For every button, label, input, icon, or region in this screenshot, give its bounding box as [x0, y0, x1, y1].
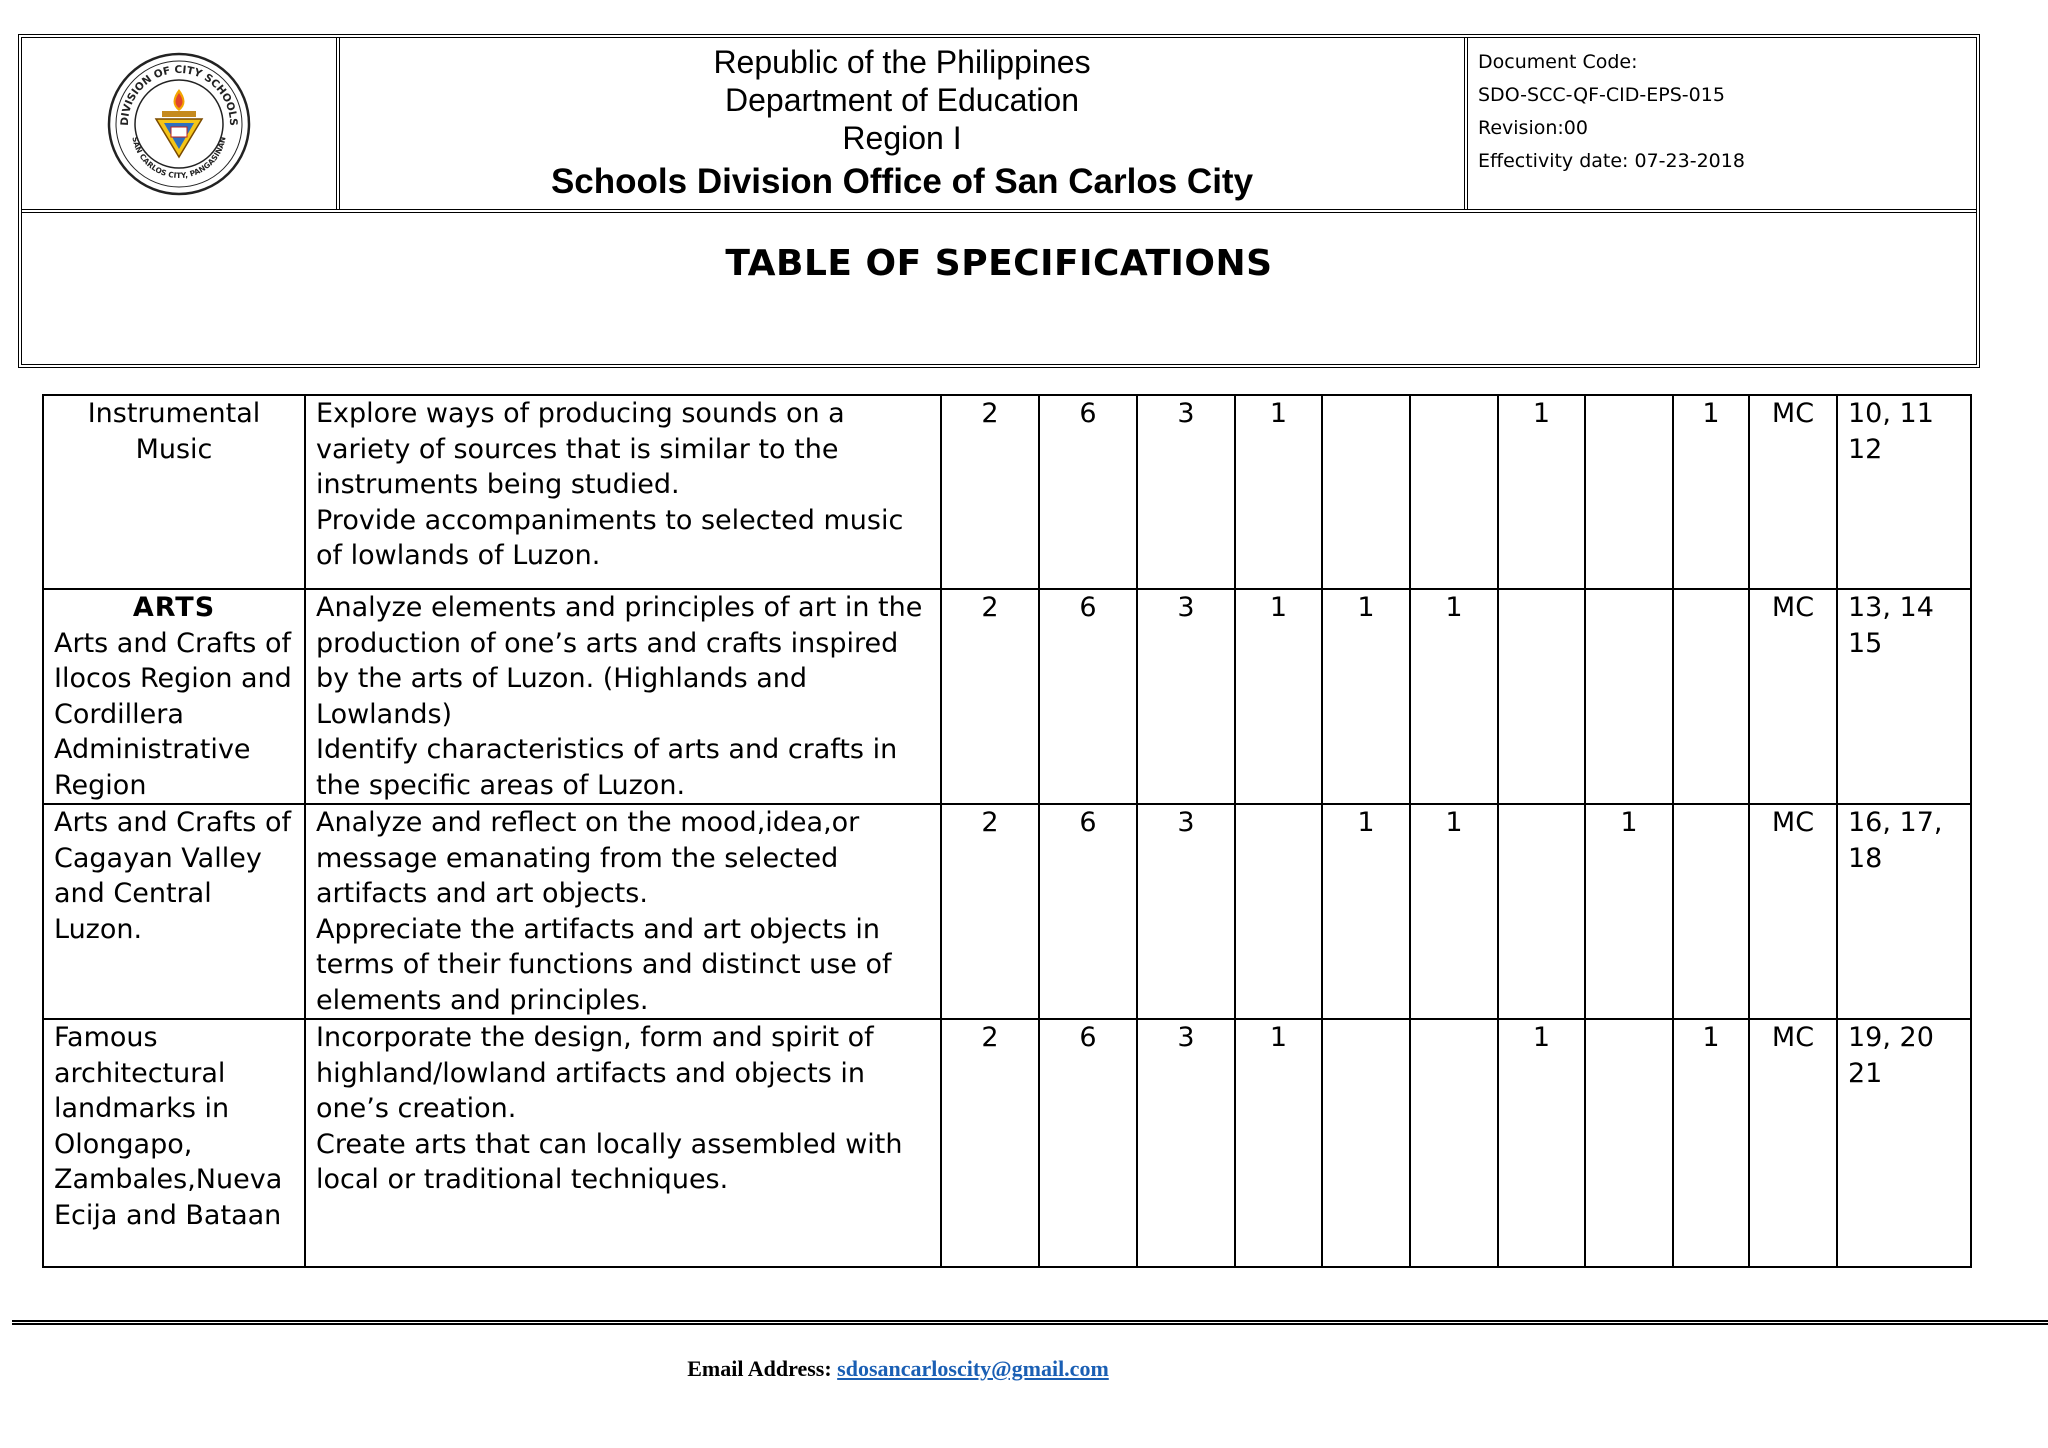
table-row	[43, 804, 1971, 1019]
level-cell-6	[1673, 804, 1749, 1019]
item-numbers: 10, 11 12	[1848, 398, 1934, 465]
days-cell: 2	[941, 395, 1039, 589]
region-line: Region I	[842, 119, 962, 156]
item-numbers: 19, 20 21	[1848, 1022, 1934, 1089]
level-cell-6: 1	[1673, 1019, 1749, 1267]
weight-cell: 6	[1039, 589, 1137, 804]
header-top-row	[22, 38, 1976, 213]
republic-line: Republic of the Philippines	[713, 44, 1091, 81]
level-cell-4	[1498, 589, 1585, 804]
level-cell-3: 1	[1410, 589, 1498, 804]
level-cell-5	[1585, 395, 1673, 589]
competency-text: Incorporate the design, form and spirit of highland/lowland artifacts and objects in one’s creation. Create arts that can locally assembled with local or traditional techniques.	[316, 1022, 903, 1195]
topic-text: Famous architectural landmarks in Olongapo, Zambales,Nueva Ecija and Bataan	[54, 1022, 283, 1231]
level-cell-3: 1	[1410, 804, 1498, 1019]
competency-cell	[305, 1019, 941, 1267]
level-cell-3	[1410, 1019, 1498, 1267]
item-numbers-cell	[1837, 1019, 1971, 1267]
document-info-cell	[1464, 38, 1976, 209]
logo-text-bottom: SAN CARLOS CITY, PANGASINAN	[130, 135, 228, 180]
level-cell-2: 1	[1322, 589, 1410, 804]
topic-text: Arts and Crafts of Cagayan Valley and Central Luzon.	[54, 807, 291, 945]
topic-cell	[43, 589, 305, 804]
topic-cell	[43, 804, 305, 1019]
logo-text-top: DIVISION OF CITY SCHOOLS	[118, 63, 240, 126]
item-count-cell: 3	[1137, 804, 1235, 1019]
item-count-cell: 3	[1137, 395, 1235, 589]
item-numbers: 13, 14 15	[1848, 592, 1934, 659]
competency-cell	[305, 589, 941, 804]
level-cell-2	[1322, 395, 1410, 589]
revision: Revision:00	[1478, 117, 1588, 139]
test-type-cell: MC	[1749, 804, 1837, 1019]
level-cell-1: 1	[1235, 589, 1322, 804]
effectivity-date: Effectivity date: 07-23-2018	[1478, 150, 1745, 172]
agency-name-cell	[336, 38, 1464, 209]
item-numbers-cell	[1837, 804, 1971, 1019]
title-row	[22, 213, 1976, 364]
test-type-cell: MC	[1749, 589, 1837, 804]
level-cell-6: 1	[1673, 395, 1749, 589]
email-link[interactable]: sdosancarloscity@gmail.com	[837, 1356, 1109, 1381]
topic-text: Arts and Crafts of Ilocos Region and Cordillera Administrative Region	[54, 627, 292, 801]
days-cell: 2	[941, 1019, 1039, 1267]
topic-cell	[43, 1019, 305, 1267]
email-label: Email Address:	[687, 1356, 832, 1381]
department-line: Department of Education	[725, 81, 1079, 118]
item-count-cell: 3	[1137, 589, 1235, 804]
competency-text: Analyze and reflect on the mood,idea,or message emanating from the selected artifacts and art objects. Appreciate the artifacts and art objects in terms of their functions and distinct use of elements and principles.	[316, 807, 892, 1016]
specifications-table	[42, 394, 1972, 1268]
level-cell-4: 1	[1498, 1019, 1585, 1267]
level-cell-1	[1235, 804, 1322, 1019]
item-numbers-cell	[1837, 395, 1971, 589]
topic-text: Instrumental Music	[87, 398, 261, 465]
level-cell-4: 1	[1498, 395, 1585, 589]
level-cell-3	[1410, 395, 1498, 589]
topic-cell	[43, 395, 305, 589]
item-count-cell: 3	[1137, 1019, 1235, 1267]
competency-text: Explore ways of producing sounds on a variety of sources that is similar to the instruments being studied. Provide accompaniments to selected music of lowlands of Luzon.	[316, 398, 904, 571]
days-cell: 2	[941, 804, 1039, 1019]
document-code-label: Document Code:	[1478, 51, 1638, 73]
page-title: TABLE OF SPECIFICATIONS	[725, 243, 1273, 284]
days-cell: 2	[941, 589, 1039, 804]
weight-cell: 6	[1039, 395, 1137, 589]
document-code: SDO-SCC-QF-CID-EPS-015	[1478, 84, 1725, 106]
item-numbers-cell	[1837, 589, 1971, 804]
division-office-line: Schools Division Office of San Carlos City	[550, 162, 1254, 202]
weight-cell: 6	[1039, 804, 1137, 1019]
level-cell-5	[1585, 1019, 1673, 1267]
document-header	[18, 34, 1980, 368]
level-cell-5: 1	[1585, 804, 1673, 1019]
footer-divider	[12, 1320, 2048, 1325]
level-cell-2	[1322, 1019, 1410, 1267]
competency-text: Analyze elements and principles of art in the production of one’s arts and crafts inspired by the arts of Luzon. (Highlands and Lowlands) Identify characteristics of arts and crafts in the specific areas of Luzon.	[316, 592, 923, 801]
weight-cell: 6	[1039, 1019, 1137, 1267]
logo-cell	[22, 38, 336, 209]
level-cell-5	[1585, 589, 1673, 804]
level-cell-1: 1	[1235, 395, 1322, 589]
table-row	[43, 1019, 1971, 1267]
item-numbers: 16, 17, 18	[1848, 807, 1943, 874]
table-row	[43, 395, 1971, 589]
test-type-cell: MC	[1749, 1019, 1837, 1267]
level-cell-4	[1498, 804, 1585, 1019]
level-cell-1: 1	[1235, 1019, 1322, 1267]
footer	[0, 1356, 1796, 1382]
test-type-cell: MC	[1749, 395, 1837, 589]
level-cell-2: 1	[1322, 804, 1410, 1019]
competency-cell	[305, 804, 941, 1019]
level-cell-6	[1673, 589, 1749, 804]
table-row	[43, 589, 1971, 804]
section-heading: ARTS	[132, 592, 216, 623]
competency-cell	[305, 395, 941, 589]
division-seal-logo	[106, 51, 252, 197]
